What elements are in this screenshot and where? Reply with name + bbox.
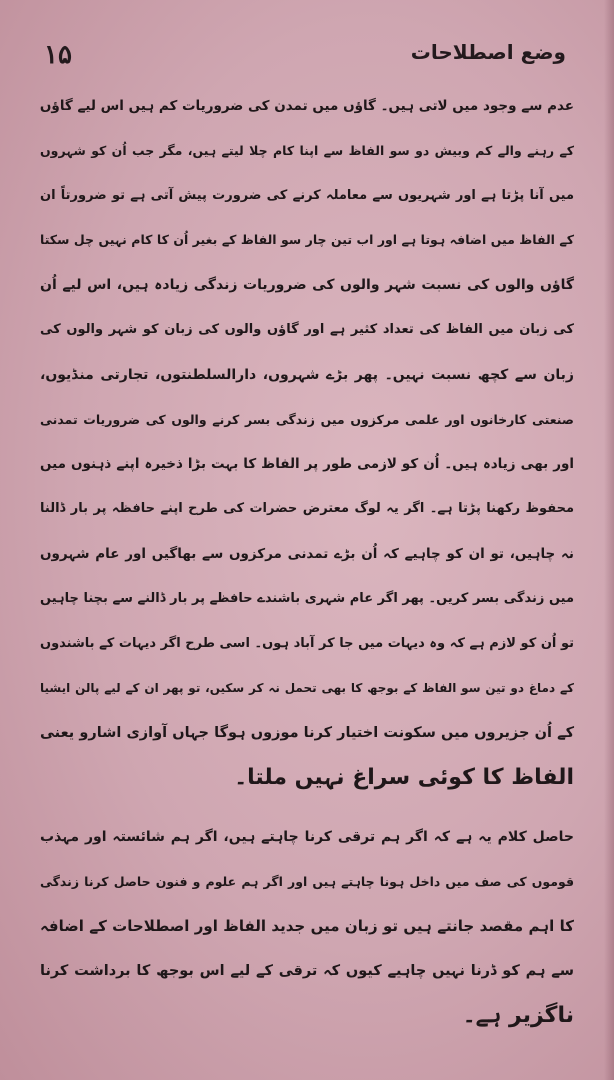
text-line: میں آنا پڑتا ہے اور شہریوں سے معاملہ کرنے کی ضرورت پیش آتی ہے تو ضرورتاً ان xyxy=(40,187,574,203)
body-text xyxy=(40,84,574,1039)
text-line: حاصل کلام یہ ہے کہ اگر ہم ترقی کرنا چاہتے ہیں، اگر ہم شائستہ اور مہذب xyxy=(40,828,574,845)
text-line: گاؤں والوں کی نسبت شہر والوں کی ضروریات زندگی زیادہ ہیں، اس لیے اُن xyxy=(40,277,574,294)
paragraph-2 xyxy=(40,815,574,1039)
text-line: اور بھی زیادہ ہیں۔ اُن کو لازمی طور پر الفاظ کا بہت بڑا ذخیرہ اپنے ذہنوں میں xyxy=(40,456,574,473)
page-number: ۱۵ xyxy=(44,40,72,70)
text-line: الفاظ کا کوئی سراغ نہیں ملتا۔ xyxy=(234,764,574,790)
text-line: نہ چاہیں، تو ان کو چاہیے کہ اُن بڑے تمدنی مرکزوں سے بھاگیں اور عام شہروں xyxy=(40,545,574,562)
text-line: میں زندگی بسر کریں۔ پھر اگر عام شہری باشندے حافظے پر بار ڈالنے سے بچنا چاہیں xyxy=(40,590,574,606)
text-line: کا اہم مقصد جانتے ہیں تو زبان میں جدید الفاظ اور اصطلاحات کے اضافہ xyxy=(40,917,574,936)
text-line: کے رہنے والے کم وبیش دو سو الفاظ سے اپنا کام چلا لیتے ہیں، مگر جب اُن کو شہروں xyxy=(40,142,574,158)
page-edge-shadow xyxy=(604,0,614,1080)
text-line: ناگزیر ہے۔ xyxy=(462,1002,574,1028)
text-line: محفوظ رکھنا پڑتا ہے۔ اگر یہ لوگ معترض حضرات کی طرح اپنے حافظہ پر بار ڈالنا xyxy=(40,501,574,517)
paragraph-1 xyxy=(40,84,574,801)
page-header xyxy=(30,38,566,78)
running-head: وضع اصطلاحات xyxy=(410,40,566,64)
text-line: زبان سے کچھ نسبت نہیں۔ پھر بڑے شہروں، دارالسلطنتوں، تجارتی منڈیوں، xyxy=(40,366,574,383)
text-line: سے ہم کو ڈرنا نہیں چاہیے کیوں کہ ترقی کے لیے اس بوجھ کا برداشت کرنا xyxy=(40,963,574,980)
text-line: کے دماغ دو تین سو الفاظ کے بوجھ کا بھی تحمل نہ کر سکیں، تو پھر ان کے لیے پالن ایشیا xyxy=(40,681,574,696)
text-line: کے الفاظ میں اضافہ ہوتا ہے اور اب تین چار سو الفاظ کے بغیر اُن کا کام نہیں چل سکتا xyxy=(40,232,574,248)
text-line: صنعتی کارخانوں اور علمی مرکزوں میں زندگی بسر کرنے والوں کی ضروریات تمدنی xyxy=(40,411,574,427)
text-line: تو اُن کو لازم ہے کہ وہ دیہات میں جا کر آباد ہوں۔ اسی طرح اگر دیہات کے باشندوں xyxy=(40,635,574,651)
text-line: قوموں کی صف میں داخل ہونا چاہتے ہیں اور اگر ہم علوم و فنون حاصل کرنا زندگی xyxy=(40,873,574,889)
text-line: عدم سے وجود میں لاتی ہیں۔ گاؤں میں تمدن کی ضروریات کم ہیں اس لیے گاؤں xyxy=(39,98,574,114)
text-line: کے اُن جزیروں میں سکونت اختیار کرنا موزوں ہوگا جہاں آوازی اشارو یعنی xyxy=(40,725,574,742)
text-line: کی زبان میں الفاظ کی تعداد کثیر ہے اور گاؤں والوں کی زبان کو شہر والوں کی xyxy=(40,321,574,337)
